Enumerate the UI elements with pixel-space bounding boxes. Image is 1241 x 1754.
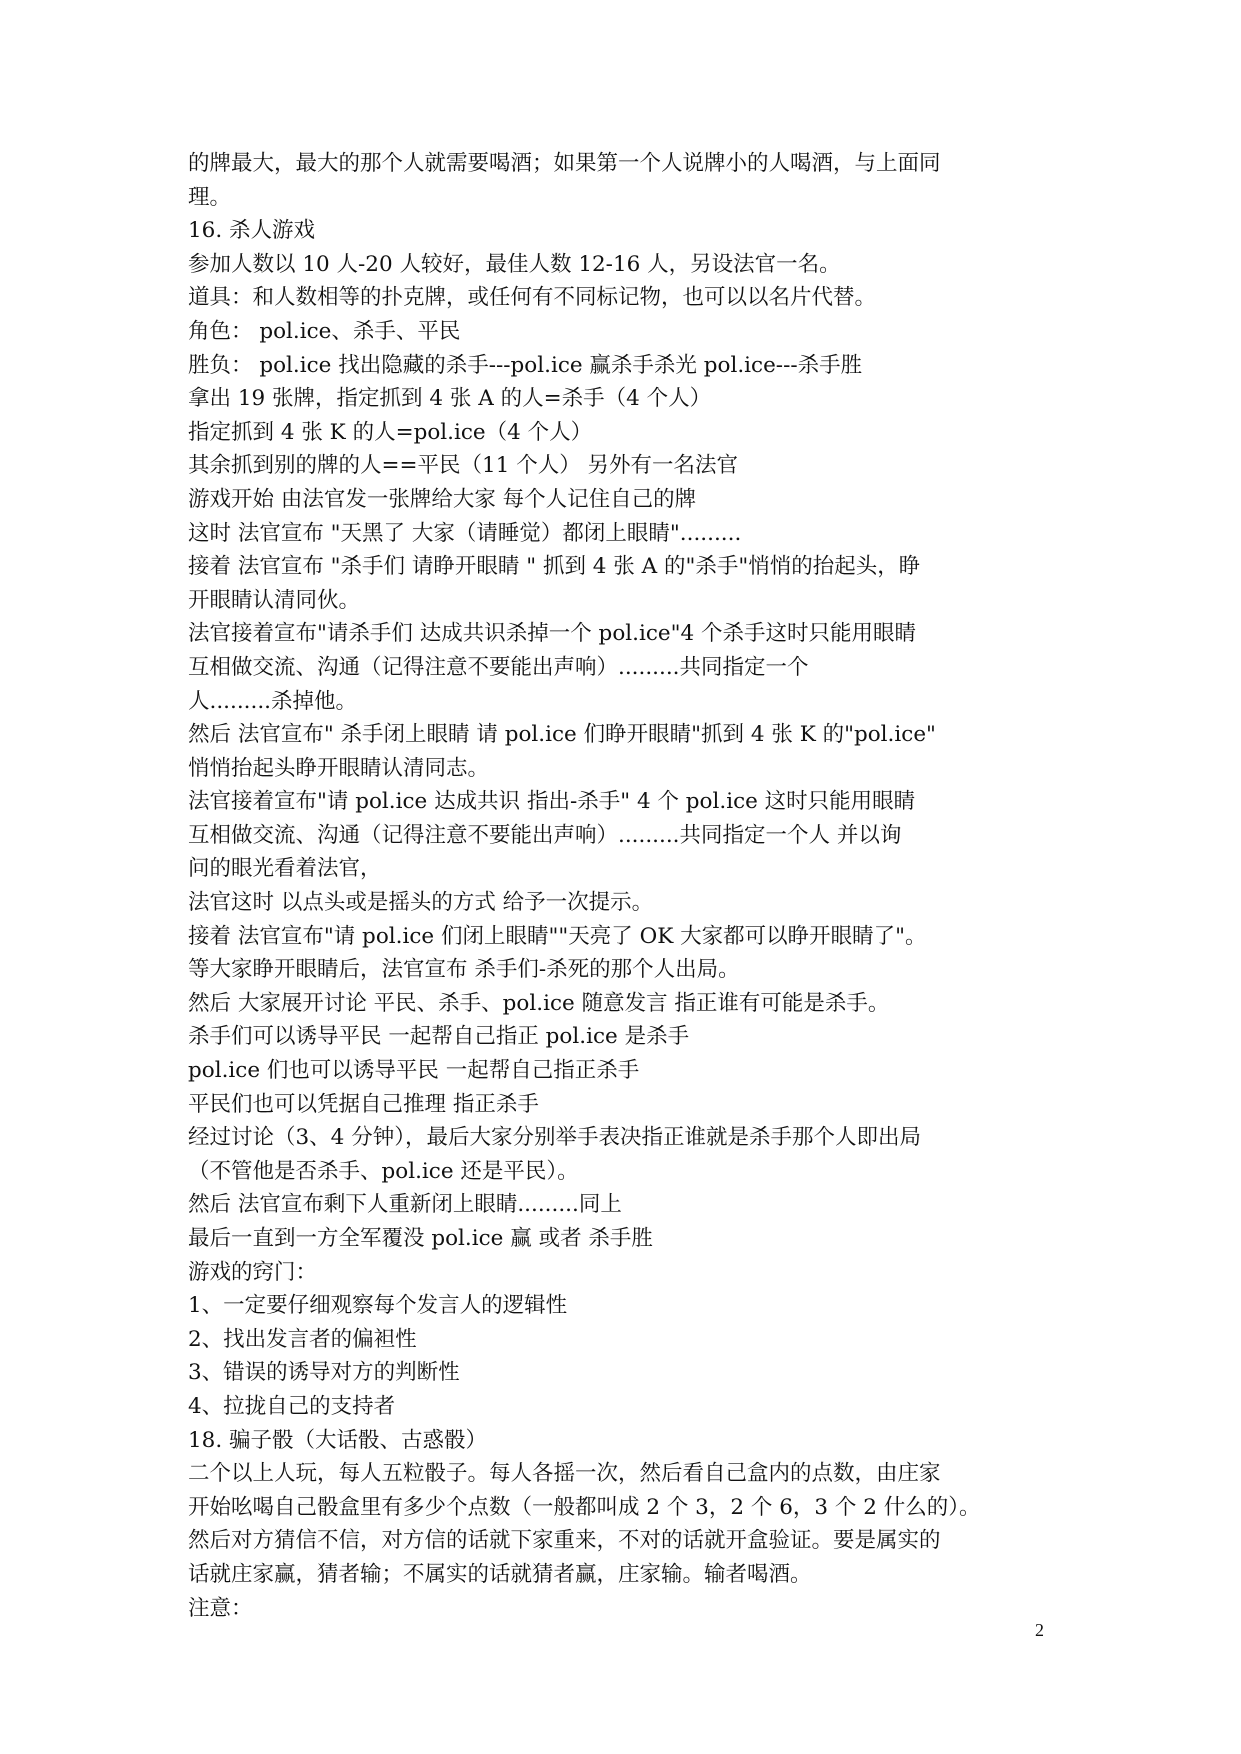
document-body <box>188 147 1068 1625</box>
text-line: 最后一直到一方全军覆没 pol.ice 赢 或者 杀手胜 <box>188 1226 653 1251</box>
text-line: 指定抓到 4 张 K 的人=pol.ice（4 个人） <box>188 419 593 445</box>
text-line: 法官接着宣布"请杀手们 达成共识杀掉一个 pol.ice"4 个杀手这时只能用眼睛 <box>188 621 917 647</box>
text-line: 开眼睛认清同伙。 <box>188 587 361 613</box>
text-line: 杀手们可以诱导平民 一起帮自己指正 pol.ice 是杀手 <box>188 1024 690 1050</box>
text-line: 2、找出发言者的偏袒性 <box>188 1326 417 1352</box>
text-line: 开始吆喝自己骰盒里有多少个点数（一般都叫成 2 个 3，2 个 6，3 个 2 什么的）。 <box>188 1494 981 1520</box>
text-line: 悄悄抬起头睁开眼睛认清同志。 <box>188 755 490 781</box>
text-line: 角色： pol.ice、杀手、平民 <box>188 318 461 344</box>
text-line: 1、一定要仔细观察每个发言人的逻辑性 <box>188 1293 568 1319</box>
text-line: 接着 法官宣布 "杀手们 请睁开眼睛 " 抓到 4 张 A 的"杀手"悄悄的抬起头，睁 <box>188 554 921 580</box>
text-line: 这时 法官宣布 "天黑了 大家（请睡觉）都闭上眼睛"......... <box>188 520 742 546</box>
text-line: 游戏的窍门： <box>188 1259 318 1285</box>
text-line: 二个以上人玩，每人五粒骰子。每人各摇一次，然后看自己盒内的点数，由庄家 <box>188 1461 941 1487</box>
text-line: 接着 法官宣布"请 pol.ice 们闭上眼睛""天亮了 OK 大家都可以睁开眼睛了"。 <box>188 923 927 949</box>
text-line: 平民们也可以凭据自己推理 指正杀手 <box>188 1091 539 1117</box>
text-line: 的牌最大，最大的那个人就需要喝酒；如果第一个人说牌小的人喝酒，与上面同 <box>188 151 941 176</box>
text-line: 法官这时 以点头或是摇头的方式 给予一次提示。 <box>188 890 654 916</box>
text-line: pol.ice 们也可以诱导平民 一起帮自己指正杀手 <box>188 1058 640 1084</box>
text-line: 18. 骗子骰（大话骰、古惑骰） <box>188 1427 488 1453</box>
text-line: 人.........杀掉他。 <box>188 688 358 714</box>
text-line: 法官接着宣布"请 pol.ice 达成共识 指出-杀手" 4 个 pol.ice 这时只能用眼睛 <box>188 789 916 815</box>
text-line: 道具：和人数相等的扑克牌，或任何有不同标记物，也可以以名片代替。 <box>188 285 877 311</box>
text-line: 然后对方猜信不信，对方信的话就下家重来，不对的话就开盒验证。要是属实的 <box>188 1528 941 1554</box>
page-number: 2 <box>1035 1620 1044 1640</box>
text-line: 游戏开始 由法官发一张牌给大家 每个人记住自己的牌 <box>188 486 697 512</box>
text-line: 理。 <box>188 184 232 210</box>
text-line: 等大家睁开眼睛后，法官宣布 杀手们-杀死的那个人出局。 <box>188 957 740 983</box>
text-line: 然后 大家展开讨论 平民、杀手、pol.ice 随意发言 指正谁有可能是杀手。 <box>188 990 890 1016</box>
text-line: 问的眼光看着法官， <box>188 856 382 882</box>
text-line: 经过讨论（3、4 分钟），最后大家分别举手表决指正谁就是杀手那个人即出局 <box>188 1125 921 1151</box>
text-line: 话就庄家赢，猜者输；不属实的话就猜者赢，庄家输。输者喝酒。 <box>188 1561 812 1587</box>
text-line: 胜负： pol.ice 找出隐藏的杀手---pol.ice 赢杀手杀光 pol.ice---杀手胜 <box>188 352 863 378</box>
text-line: 互相做交流、沟通（记得注意不要能出声响）.........共同指定一个人 并以询 <box>188 822 902 848</box>
text-line: 互相做交流、沟通（记得注意不要能出声响）.........共同指定一个 <box>188 654 809 680</box>
text-line: 其余抓到别的牌的人==平民（11 个人） 另外有一名法官 <box>188 453 739 479</box>
text-line: 注意： <box>188 1595 253 1621</box>
text-line: 3、错误的诱导对方的判断性 <box>188 1360 460 1386</box>
text-line: 参加人数以 10 人-20 人较好，最佳人数 12-16 人，另设法官一名。 <box>188 251 841 277</box>
text-line: 拿出 19 张牌，指定抓到 4 张 A 的人=杀手（4 个人） <box>188 386 712 412</box>
text-line: 4、拉拢自己的支持者 <box>188 1393 396 1419</box>
text-line: 然后 法官宣布剩下人重新闭上眼睛.........同上 <box>188 1192 622 1218</box>
text-line: 然后 法官宣布" 杀手闭上眼睛 请 pol.ice 们睁开眼睛"抓到 4 张 K 的"pol.ice" <box>188 722 936 748</box>
text-line: （不管他是否杀手、pol.ice 还是平民）。 <box>188 1158 579 1184</box>
text-line: 16. 杀人游戏 <box>188 218 316 244</box>
